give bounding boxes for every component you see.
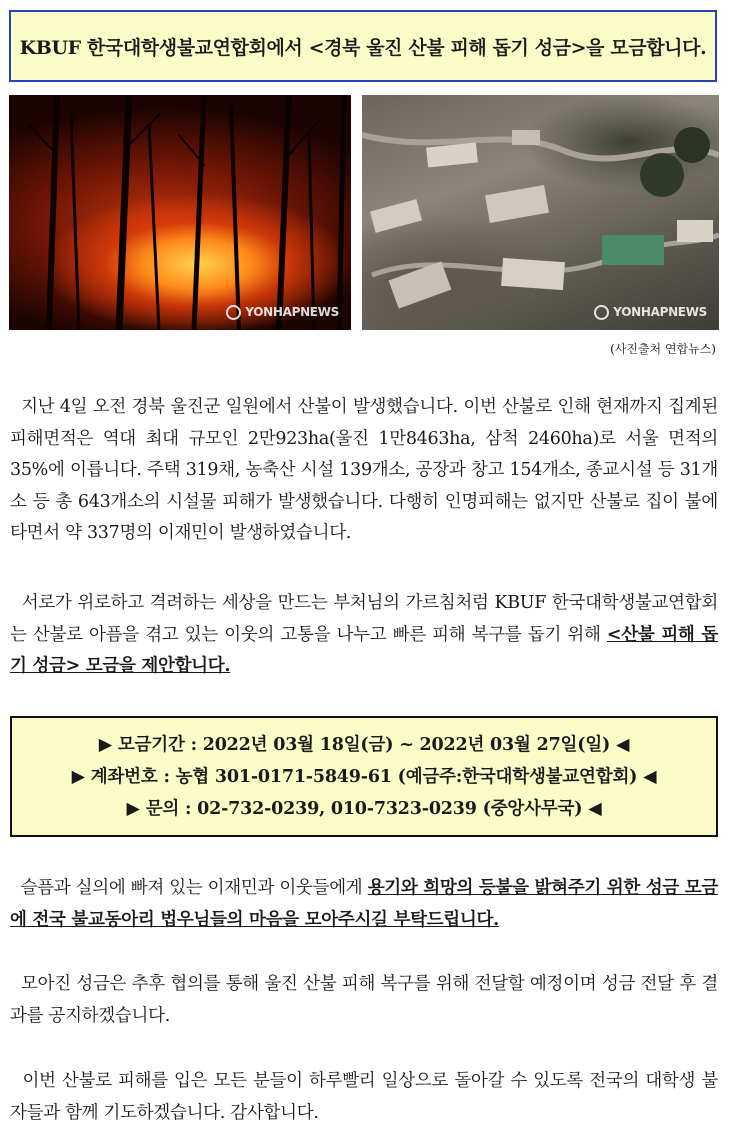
donation-period: ▶ 모금기간 : 2022년 03월 18일(금) ~ 2022년 03월 27일(일) ◀ (98, 734, 630, 755)
contact-info: ▶ 문의 : 02-732-0239, 010-7323-0239 (중앙사무국) ◀ (126, 798, 602, 819)
paragraph-proposal: 서로가 위로하고 격려하는 세상을 만드는 부처님의 가르침처럼 KBUF 한국대학생불교연합회는 산불로 아픔을 겪고 있는 이웃의 고통을 나누고 빠른 피해 복구를 돕기 위해 <산불 피해 돕기 성금> 모금을 제안합니다. (10, 593, 718, 676)
paragraph-delivery: 모아진 성금은 추후 협의를 통해 울진 산불 피해 복구를 위해 전달할 예정이며 성금 전달 후 결과를 공지하겠습니다. (10, 974, 718, 1026)
proposal-highlight: <산불 피해 돕기 성금> 모금을 제안합니다. (10, 624, 718, 676)
page-title: KBUF 한국대학생불교연합회에서 <경북 울진 산불 피해 돕기 성금>을 모금합니다. (19, 36, 707, 59)
paragraph-closing: 이번 산불로 피해를 입은 모든 분들이 하루빨리 일상으로 돌아갈 수 있도록 전국의 대학생 불자들과 함께 기도하겠습니다. 감사합니다. (10, 1071, 718, 1123)
tree-silhouettes (9, 95, 351, 330)
yonhap-watermark: YONHAPNEWS (594, 305, 707, 320)
wildfire-photo (9, 95, 351, 330)
appeal-highlight: 용기와 희망의 등불을 밝혀주기 위한 성금 모금에 전국 불교동아리 법우님들의 마음을 모아주시길 부탁드립니다. (10, 878, 718, 930)
village-ruins (362, 95, 719, 330)
donation-info-box (10, 716, 718, 837)
paragraph-appeal: 슬픔과 실의에 빠져 있는 이재민과 이웃들에게 용기와 희망의 등불을 밝혀주기 위한 성금 모금에 전국 불교동아리 법우님들의 마음을 모아주시길 부탁드립니다. (10, 878, 718, 930)
paragraph-damage-report: 지난 4일 오전 경북 울진군 일원에서 산불이 발생했습니다. 이번 산불로 인해 현재까지 집계된 피해면적은 역대 최대 규모인 2만923ha(울진 1만8463ha, 삼척 2460ha)로 서울 면적의 35%에 이릅니다. 주택 319채, 농축산 시설 139개소, 공장과 창고 154개소, 종교시설 등 31개소 등 총 643개소의 시설물 피해가 발생했습니다. 다행히 인명피해는 없지만 산불로 집이 불에 타면서 약 337명의 이재민이 발생하였습니다. (10, 397, 718, 543)
burned-village-photo (362, 95, 719, 330)
photo-caption: (사진출처 연합뉴스) (610, 342, 716, 356)
yonhap-logo-icon (594, 305, 609, 320)
yonhap-logo-icon (226, 305, 241, 320)
bank-account: ▶ 계좌번호 : 농협 301-0171-5849-61 (예금주:한국대학생불교연합회) ◀ (71, 766, 657, 787)
yonhap-watermark: YONHAPNEWS (226, 305, 339, 320)
title-banner (9, 10, 717, 82)
